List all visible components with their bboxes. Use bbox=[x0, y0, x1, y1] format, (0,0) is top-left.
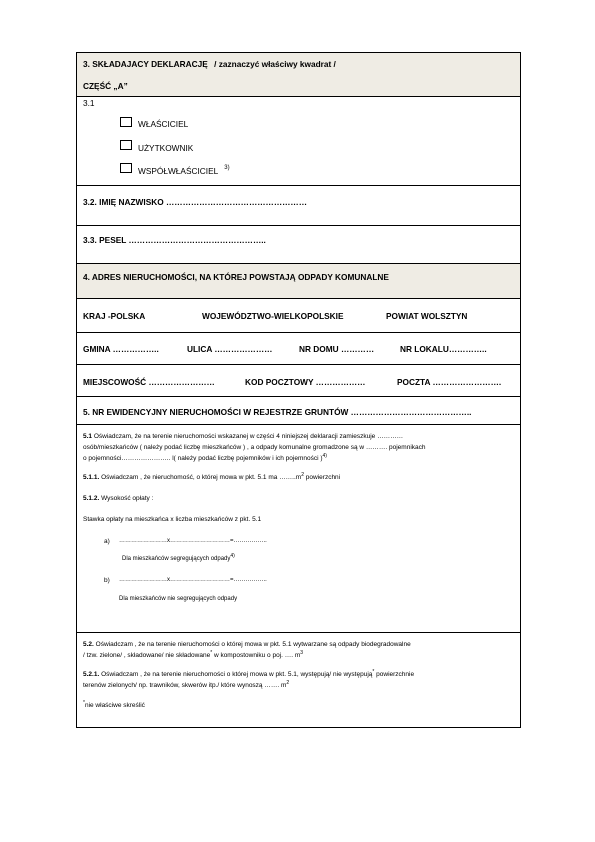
ulica-field[interactable]: ULICA ………………… bbox=[187, 344, 273, 354]
p52-line1 bbox=[83, 641, 411, 648]
kod-pocztowy-field[interactable]: KOD POCZTOWY ……………… bbox=[245, 377, 366, 387]
section-5-header bbox=[77, 397, 520, 425]
section-3-header bbox=[77, 53, 520, 97]
p52-line2 bbox=[83, 649, 304, 659]
section-3-1-row bbox=[77, 97, 520, 186]
p52-star: * bbox=[210, 649, 213, 656]
p511-text: Oświadczam , że nieruchomość, o której mowa w pkt. 5.1 ma ……..m bbox=[99, 474, 302, 481]
option-b-note: Dla mieszkańców nie segregujących odpady bbox=[119, 596, 238, 602]
region-row bbox=[77, 299, 520, 333]
section-3-1-number: 3.1 bbox=[83, 98, 95, 108]
p521-line2-text: terenów zielonych/ np. trawników, skwerów itp./ które wynoszą ……. m bbox=[83, 682, 287, 689]
option-a-note bbox=[122, 553, 235, 562]
option-a-formula[interactable]: ……………………x…………………………=…………….. bbox=[119, 538, 267, 544]
section-5-2-block bbox=[77, 633, 520, 727]
p51-number: 5.1 bbox=[83, 433, 93, 440]
section-5-title[interactable]: 5. NR EWIDENCYJNY NIERUCHOMOŚCI W REJESTRZE GRUNTÓW …………………………………….. bbox=[83, 407, 472, 417]
locality-row bbox=[77, 365, 520, 397]
p521-line1b: powierzchnie bbox=[374, 671, 415, 678]
section-3-title bbox=[83, 59, 336, 69]
p51-line1-text: Oświadczam, że na terenie nieruchomości wskazanej w części 4 niniejszej deklaracji zamieszkuje ………… bbox=[92, 433, 404, 440]
p51-line3-text: o pojemności………………….. l( należy podać liczbę pojemników i ich pojemności ) bbox=[83, 455, 323, 462]
gmina-field[interactable]: GMINA …………….. bbox=[83, 344, 159, 354]
wojewodztwo-label: WOJEWÓDZTWO-WIELKOPOLSKIE bbox=[202, 311, 344, 321]
p51-line2: osób/mieszkańców ( należy podać liczbę mieszkańców ) , a odpady komunalne gromadzone są w ………. pojemnikach bbox=[83, 444, 426, 451]
powiat-label: POWIAT WOLSZTYN bbox=[386, 311, 468, 321]
p512-line bbox=[83, 495, 153, 502]
p51-footnote: 4) bbox=[322, 452, 327, 459]
miejscowosc-field[interactable]: MIEJSCOWOŚĆ …………………… bbox=[83, 377, 215, 387]
option-wlasciciel-label: WŁAŚCICIEL bbox=[138, 119, 189, 129]
nr-domu-field[interactable]: NR DOMU ………… bbox=[299, 344, 375, 354]
option-wspolwlasciciel-footnote: 3) bbox=[224, 165, 230, 171]
stawka-line: Stawka opłaty na mieszkańca x liczba mieszkańców z pkt. 5.1 bbox=[83, 516, 262, 523]
option-wspolwlasciciel-label bbox=[138, 166, 230, 176]
p521-line1a: Oświadczam , że na terenie nieruchomości o której mowa w pkt. 5.1, występują/ nie występują bbox=[99, 671, 373, 678]
section-4-title: 4. ADRES NIERUCHOMOŚCI, NA KTÓREJ POWSTAJĄ ODPADY KOMUNALNE bbox=[83, 272, 389, 282]
option-uzytkownik-label: UŻYTKOWNIK bbox=[138, 143, 194, 153]
p521-number: 5.2.1. bbox=[83, 671, 100, 678]
p51-line3 bbox=[83, 452, 327, 462]
section-3-title-text: 3. SKŁADAJACY DEKLARACJĘ bbox=[83, 59, 208, 69]
footnote-line bbox=[83, 699, 145, 709]
p52-sup: 3 bbox=[300, 649, 304, 656]
section-3-part: CZĘŚĆ „A” bbox=[83, 81, 128, 91]
checkbox-wlasciciel[interactable] bbox=[120, 117, 132, 127]
option-a-note-text: Dla mieszkańców segregujących odpady bbox=[122, 556, 231, 562]
p511-end: powierzchni bbox=[303, 474, 341, 481]
section-4-header bbox=[77, 264, 520, 299]
p52-line2b: w kompostowniku o poj. …. m bbox=[212, 652, 301, 659]
p52-line2a: / tzw. zielone/ , składowane/ nie składowane bbox=[83, 652, 211, 659]
section-3-note: / zaznaczyć właściwy kwadrat / bbox=[214, 59, 336, 69]
footnote-text: nie właściwe skreślić bbox=[84, 702, 145, 709]
name-field[interactable]: 3.2. IMIĘ NAZWISKO …………………………………………… bbox=[83, 197, 308, 207]
checkbox-wspolwlasciciel[interactable] bbox=[120, 163, 132, 173]
declaration-form bbox=[76, 52, 521, 728]
pesel-field[interactable]: 3.3. PESEL ………………………………………….. bbox=[83, 235, 266, 245]
p511-sup: 2 bbox=[301, 471, 304, 478]
p52-number: 5.2. bbox=[83, 641, 94, 648]
nr-lokalu-field[interactable]: NR LOKALU………….. bbox=[400, 344, 487, 354]
checkbox-uzytkownik[interactable] bbox=[120, 140, 132, 150]
name-row bbox=[77, 186, 520, 226]
p512-text: Wysokość opłaty : bbox=[99, 495, 154, 502]
p521-line2 bbox=[83, 679, 290, 689]
address-row bbox=[77, 333, 520, 365]
p51-line1 bbox=[83, 433, 403, 440]
pesel-row bbox=[77, 226, 520, 264]
footnote-star: * bbox=[83, 699, 85, 706]
kraj-label: KRAJ -POLSKA bbox=[83, 311, 146, 321]
p521-line1 bbox=[83, 668, 415, 678]
p511-line bbox=[83, 471, 341, 481]
option-wspolwlasciciel-text: WSPÓŁWŁAŚCICIEL bbox=[138, 166, 218, 176]
p52-line1-text: Oświadczam , że na terenie nieruchomości o której mowa w pkt. 5.1 wytwarzane są odpady biodegradowalne bbox=[93, 641, 411, 648]
section-5-1-block bbox=[77, 425, 520, 633]
option-a-label: a) bbox=[104, 538, 110, 545]
p511-number: 5.1.1. bbox=[83, 474, 100, 481]
poczta-field[interactable]: POCZTA ……………………. bbox=[397, 377, 502, 387]
option-a-footnote: 4) bbox=[230, 553, 235, 559]
p512-number: 5.1.2. bbox=[83, 495, 100, 502]
p521-star: * bbox=[372, 668, 375, 675]
p521-sup: 2 bbox=[286, 679, 290, 686]
option-b-formula[interactable]: ……………………x…………………………=…………….. bbox=[119, 577, 267, 583]
option-b-label: b) bbox=[104, 577, 110, 584]
